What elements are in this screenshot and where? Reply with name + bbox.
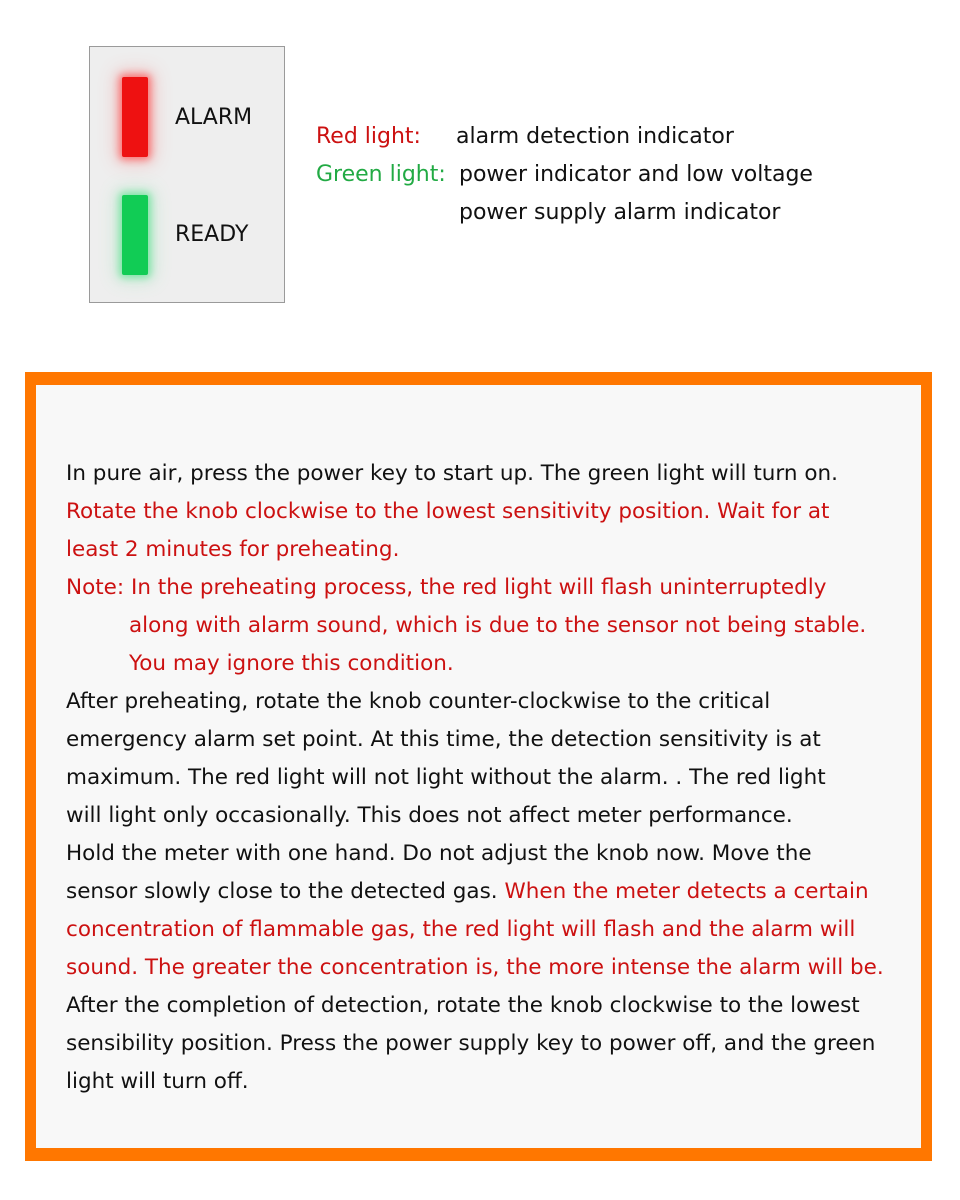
instructions-panel [36,385,921,1148]
instruction-line: In pure air, press the power key to start up. The green light will turn on. [66,461,838,486]
ready-led-icon [122,195,148,275]
instruction-line: Hold the meter with one hand. Do not adjust the knob now. Move the [66,841,812,866]
instructions-frame [25,372,932,1161]
instruction-line: After preheating, rotate the knob counter-clockwise to the critical [66,689,771,714]
alarm-led-icon [122,77,148,157]
instruction-line: concentration of flammable gas, the red light will flash and the alarm will [66,917,856,942]
indicator-panel [89,46,285,303]
note-line: Note: In the preheating process, the red light will flash uninterruptedly [66,575,827,600]
instruction-line: least 2 minutes for preheating. [66,537,400,562]
instruction-line: light will turn off. [66,1069,249,1094]
note-line: You may ignore this condition. [129,651,454,676]
instruction-line: Rotate the knob clockwise to the lowest sensitivity position. Wait for at [66,499,830,524]
alarm-label: ALARM [175,105,253,130]
red-light-description: alarm detection indicator [456,124,734,149]
instruction-line: emergency alarm set point. At this time, the detection sensitivity is at [66,727,821,752]
instruction-line [66,873,926,911]
instruction-line: sensibility position. Press the power supply key to power off, and the green [66,1031,876,1056]
ready-label: READY [175,222,249,247]
instructions-text [66,455,926,1101]
instruction-segment: sensor slowly close to the detected gas. [66,879,505,904]
instruction-line: sound. The greater the concentration is, the more intense the alarm will be. [66,955,884,980]
note-line: along with alarm sound, which is due to the sensor not being stable. [129,613,867,638]
green-light-description-1: power indicator and low voltage [459,162,813,187]
instruction-line: will light only occasionally. This does not affect meter performance. [66,803,793,828]
green-light-key: Green light: [316,162,446,187]
instruction-line: maximum. The red light will not light without the alarm. . The red light [66,765,826,790]
instruction-segment-emphasis: When the meter detects a certain [504,879,869,904]
green-light-description-2: power supply alarm indicator [459,200,781,225]
red-light-key: Red light: [316,124,421,149]
instruction-line: After the completion of detection, rotate the knob clockwise to the lowest [66,993,860,1018]
